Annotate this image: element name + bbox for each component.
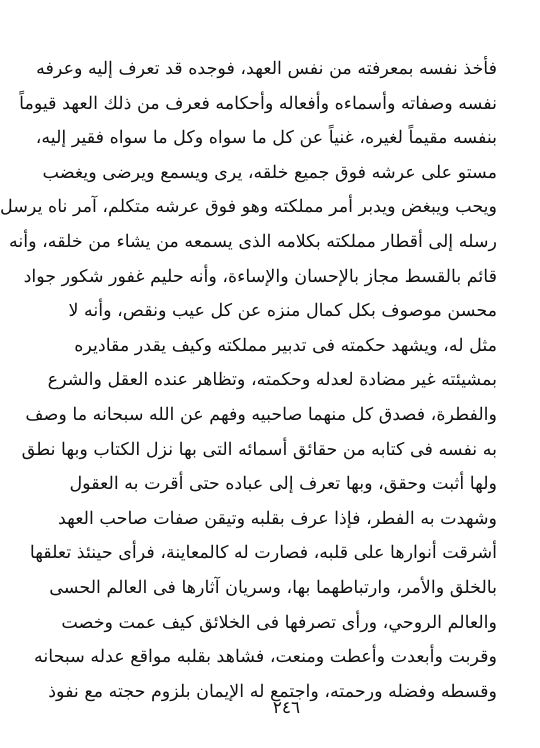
text-line: بالخلق والأمر، وارتباطهما بها، وسريان آثارها فى العالم الحسى (49, 577, 497, 598)
text-line: محسن موصوف بكل كمال منزه عن كل عيب ونقص، وأنه لا (68, 301, 497, 322)
text-line: مثل له، ويشهد حكمته فى تدبير مملكته وكيف يقدر مقاديره (74, 335, 497, 356)
text-line: وشهدت به الفطر، فإذا عرف بقلبه وتيقن صفات صاحب العهد (57, 508, 497, 529)
text-line: وقربت وأبعدت وأعطت ومنعت، فشاهد بقلبه مواقع عدله سبحانه (33, 647, 497, 668)
text-line: والفطرة، فصدق كل منهما صاحبيه وفهم عن الله سبحانه ما وصف (25, 404, 497, 425)
text-line: فأخذ نفسه بمعرفته من نفس العهد، فوجده قد تعرف إليه وعرفه (36, 59, 497, 79)
text-line: بمشيئته غير مضادة لعدله وحكمته، وتظاهر عنده العقل والشرع (47, 370, 497, 391)
text-line: ولها أثبت وحقق، وبها تعرف إلى عباده حتى أقرت به العقول (69, 474, 497, 495)
text-line: أشرقت أنوارها على قلبه، فصارت له كالمعاينة، فرأى حينئذ تعلقها (29, 543, 497, 564)
text-line: مستو على عرشه فوق جميع خلقه، يرى ويسمع ويرضى ويغضب (42, 162, 497, 183)
page-number: ٢٤٦ (272, 698, 301, 718)
text-line: به نفسه فى كتابه من حقائق أسمائه التى بها نزل الكتاب وبها نطق (21, 439, 497, 460)
text-line: قائم بالقسط مجاز بالإحسان والإساءة، وأنه حليم غفور شكور جواد (23, 266, 497, 287)
text-line: بنفسه مقيماً لغيره، غنياً عن كل ما سواه وكل ما سواه فقير إليه، (35, 128, 497, 149)
text-line: نفسه وصفاته وأسماءه وأفعاله وأحكامه فعرف من ذلك العهد قيوماً (19, 93, 497, 114)
text-line: وقسطه وفضله ورحمته، واجتمع له الإيمان بلزوم حجته مع نفوذ (48, 681, 497, 702)
text-line: ويحب ويبغض ويدبر أمر مملكته وهو فوق عرشه متكلم، آمر ناه يرسل (0, 197, 497, 218)
text-line: والعالم الروحي، ورأى تصرفها فى الخلائق كيف عمت وخصت (61, 612, 497, 633)
body-text (0, 52, 497, 709)
text-line: رسله إلى أقطار مملكته بكلامه الذى يسمعه من يشاء من خلقه، وأنه (9, 231, 497, 252)
